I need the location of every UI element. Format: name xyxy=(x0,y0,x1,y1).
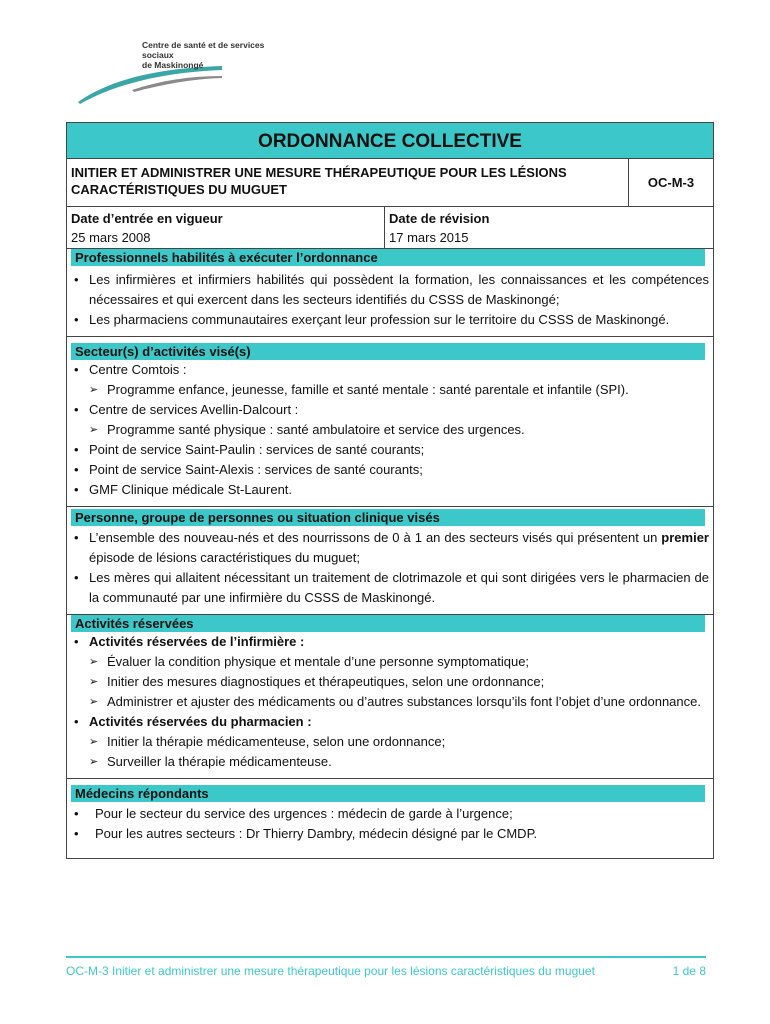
list-item: • Pour les autres secteurs : Dr Thierry Dambry, médecin désigné par le CMDP. xyxy=(71,824,709,844)
revision-date-value: 17 mars 2015 xyxy=(389,230,469,245)
section-reserved xyxy=(67,615,713,779)
list-item: • Les pharmaciens communautaires exerçant leur profession sur le territoire du CSSS de Maskinongé. xyxy=(71,310,709,330)
sub-list-item: ➢ Programme santé physique : santé ambulatoire et service des urgences. xyxy=(71,420,709,440)
sub-list-item: ➢ Surveiller la thérapie médicamenteuse. xyxy=(71,752,709,772)
section-heading: Activités réservées xyxy=(71,615,705,632)
sub-list-item: ➢ Initier la thérapie médicamenteuse, selon une ordonnance; xyxy=(71,732,709,752)
page-footer xyxy=(66,956,706,978)
bullet-list xyxy=(71,802,709,844)
effective-date-value: 25 mars 2008 xyxy=(71,230,151,245)
logo-text xyxy=(142,40,292,70)
sub-list xyxy=(71,420,709,440)
revision-date-label: Date de révision xyxy=(389,211,490,226)
ordonnance-table xyxy=(66,122,714,859)
section-heading: Professionnels habilités à exécuter l’ordonnance xyxy=(71,249,705,266)
logo-line-1: Centre de santé et de services sociaux xyxy=(142,40,265,60)
bullet-list xyxy=(71,526,709,608)
section-professionals xyxy=(67,249,713,337)
dates-row xyxy=(67,207,713,249)
list-item-text: L’ensemble des nouveau-nés et des nourrissons de 0 à 1 an des secteurs visés qui présentent un xyxy=(89,530,662,545)
section-heading: Secteur(s) d’activités visé(s) xyxy=(71,343,705,360)
list-item: • GMF Clinique médicale St-Laurent. xyxy=(71,480,709,500)
section-persons xyxy=(67,509,713,615)
sub-list xyxy=(71,652,709,712)
section-heading: Médecins répondants xyxy=(71,785,705,802)
bullet-list xyxy=(71,360,709,500)
document-subtitle: INITIER ET ADMINISTRER UNE MESURE THÉRAPEUTIQUE POUR LES LÉSIONS CARACTÉRISTIQUES DU MUGUET xyxy=(67,159,629,206)
logo-line-2: de Maskinongé xyxy=(142,60,204,70)
sub-list-item: ➢ Initier des mesures diagnostiques et thérapeutiques, selon une ordonnance; xyxy=(71,672,709,692)
sub-list xyxy=(71,380,709,400)
list-item: • Les mères qui allaitent nécessitant un traitement de clotrimazole et qui sont dirigées vers le pharmacien de la communauté par une infirmière du CSSS de Maskinongé. xyxy=(71,568,709,608)
subtitle-row xyxy=(67,159,713,207)
bullet-list xyxy=(71,266,709,330)
list-item-text: épisode de lésions caractéristiques du muguet; xyxy=(89,550,360,565)
sub-list-item: ➢ Programme enfance, jeunesse, famille et santé mentale : santé parentale et infantile (SPI). xyxy=(71,380,709,400)
document-title: ORDONNANCE COLLECTIVE xyxy=(67,123,713,159)
list-item xyxy=(71,360,709,400)
list-item-label: Activités réservées de l’infirmière : xyxy=(89,634,305,649)
revision-date-cell xyxy=(385,207,493,248)
list-item xyxy=(71,400,709,440)
page-number: 1 de 8 xyxy=(672,964,706,978)
emphasis-text: premier xyxy=(661,530,709,545)
effective-date-label: Date d’entrée en vigueur xyxy=(71,211,223,226)
list-item: • Pour le secteur du service des urgences : médecin de garde à l’urgence; xyxy=(71,804,709,824)
list-item xyxy=(71,632,709,712)
list-item: • Les infirmières et infirmiers habilités qui possèdent la formation, les connaissances et les compétences nécessaires et qui exercent dans les secteurs identifiés du CSSS de Maskinongé; xyxy=(71,270,709,310)
list-item: • Point de service Saint-Alexis : services de santé courants; xyxy=(71,460,709,480)
list-item: • Point de service Saint-Paulin : services de santé courants; xyxy=(71,440,709,460)
section-sectors xyxy=(67,343,713,507)
sub-list-item: ➢ Évaluer la condition physique et mentale d’une personne symptomatique; xyxy=(71,652,709,672)
footer-text: OC-M-3 Initier et administrer une mesure thérapeutique pour les lésions caractéristiques du muguet xyxy=(66,964,595,978)
list-item-text: Centre de services Avellin-Dalcourt : xyxy=(89,402,299,417)
section-heading: Personne, groupe de personnes ou situation clinique visés xyxy=(71,509,705,526)
bullet-list xyxy=(71,632,709,772)
effective-date-cell xyxy=(67,207,385,248)
list-item xyxy=(71,712,709,772)
list-item-text: Centre Comtois : xyxy=(89,362,187,377)
list-item xyxy=(71,528,709,568)
sub-list xyxy=(71,732,709,772)
section-doctors xyxy=(67,785,713,858)
document-code: OC-M-3 xyxy=(647,175,695,190)
sub-list-item: ➢ Administrer et ajuster des médicaments ou d’autres substances lorsqu’ils font l’objet d’une ordonnance. xyxy=(71,692,709,712)
list-item-label: Activités réservées du pharmacien : xyxy=(89,714,312,729)
organization-logo xyxy=(72,38,292,108)
